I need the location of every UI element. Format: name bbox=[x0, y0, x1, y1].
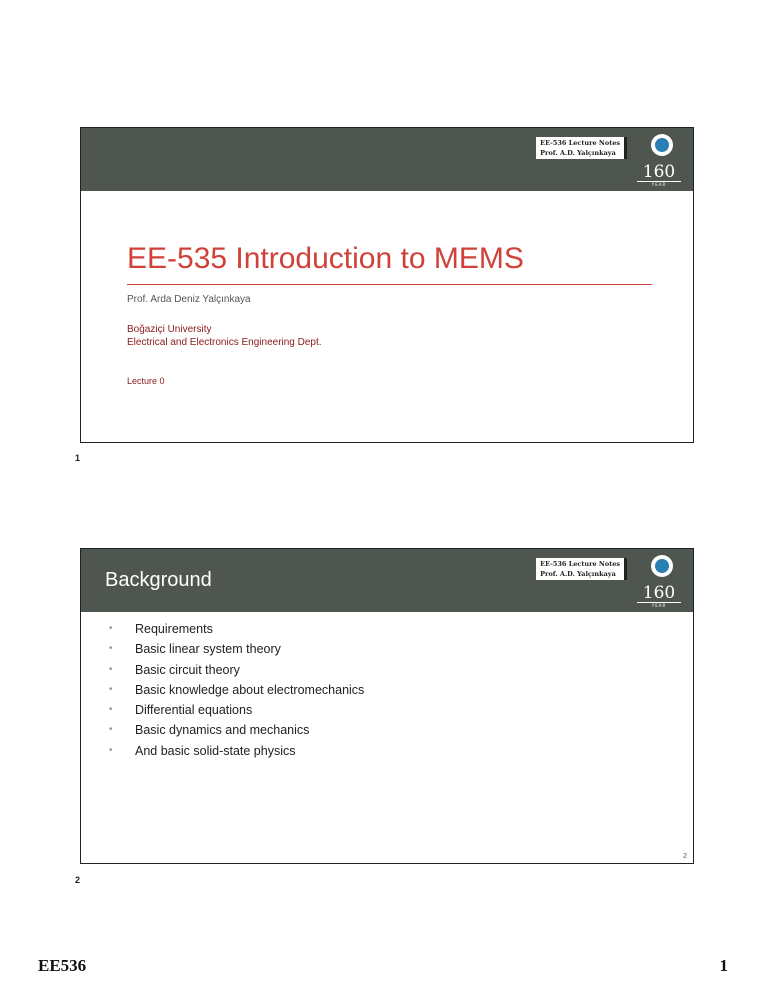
slide-number-1: 1 bbox=[75, 453, 81, 463]
anniversary-word: YEAR bbox=[637, 181, 681, 188]
anniversary-word: YEAR bbox=[637, 602, 681, 609]
bullet-icon: • bbox=[109, 704, 113, 716]
notes-line-2: Prof. A.D. Yalçınkaya bbox=[540, 149, 616, 157]
bullet-icon: • bbox=[109, 744, 113, 756]
list-item-text: Basic knowledge about electromechanics bbox=[135, 682, 365, 697]
bullet-icon: • bbox=[109, 643, 113, 655]
anniversary-logo bbox=[637, 163, 681, 188]
list-item-text: Basic circuit theory bbox=[135, 662, 240, 677]
anniversary-logo bbox=[637, 584, 681, 609]
bullet-icon: • bbox=[109, 663, 113, 675]
slide-page-number: 2 bbox=[683, 853, 687, 860]
list-item bbox=[109, 680, 364, 700]
footer-course: EE536 bbox=[38, 956, 87, 975]
slide-2 bbox=[80, 548, 694, 864]
affiliation bbox=[127, 323, 322, 349]
slide-title: EE-535 Introduction to MEMS bbox=[127, 242, 524, 275]
list-item bbox=[109, 639, 364, 659]
university-name: Boğaziçi University bbox=[127, 324, 212, 335]
slide-title: Background bbox=[105, 569, 212, 591]
list-item bbox=[109, 619, 364, 639]
author-name: Prof. Arda Deniz Yalçınkaya bbox=[127, 294, 251, 305]
slide-1 bbox=[80, 127, 694, 443]
list-item-text: Differential equations bbox=[135, 703, 253, 718]
anniversary-number: 160 bbox=[642, 583, 676, 603]
header-band bbox=[81, 128, 693, 191]
notes-line-1: EE-536 Lecture Notes bbox=[540, 560, 620, 568]
lecture-notes-label bbox=[536, 558, 627, 580]
list-item-text: And basic solid-state physics bbox=[135, 743, 296, 758]
notes-line-1: EE-536 Lecture Notes bbox=[540, 139, 620, 147]
bullet-icon: • bbox=[109, 623, 113, 634]
bullet-icon: • bbox=[109, 724, 113, 736]
lecture-notes-label bbox=[536, 137, 627, 159]
list-item-text: Basic dynamics and mechanics bbox=[135, 723, 310, 738]
footer-page-number: 1 bbox=[719, 956, 728, 975]
department-name: Electrical and Electronics Engineering Dept. bbox=[127, 337, 322, 348]
university-seal-icon bbox=[651, 555, 673, 577]
header-band bbox=[81, 549, 693, 612]
bullet-icon: • bbox=[109, 683, 113, 695]
list-item-text: Basic linear system theory bbox=[135, 642, 281, 657]
list-item bbox=[109, 720, 364, 740]
anniversary-number: 160 bbox=[642, 162, 676, 182]
bullet-list bbox=[109, 619, 364, 761]
list-item bbox=[109, 741, 364, 761]
title-divider bbox=[127, 284, 652, 285]
list-item bbox=[109, 700, 364, 720]
university-seal-icon bbox=[651, 134, 673, 156]
slide-number-2: 2 bbox=[75, 875, 81, 885]
notes-line-2: Prof. A.D. Yalçınkaya bbox=[540, 570, 616, 578]
list-item bbox=[109, 660, 364, 680]
list-item-text: Requirements bbox=[135, 622, 213, 636]
lecture-label: Lecture 0 bbox=[127, 376, 165, 386]
